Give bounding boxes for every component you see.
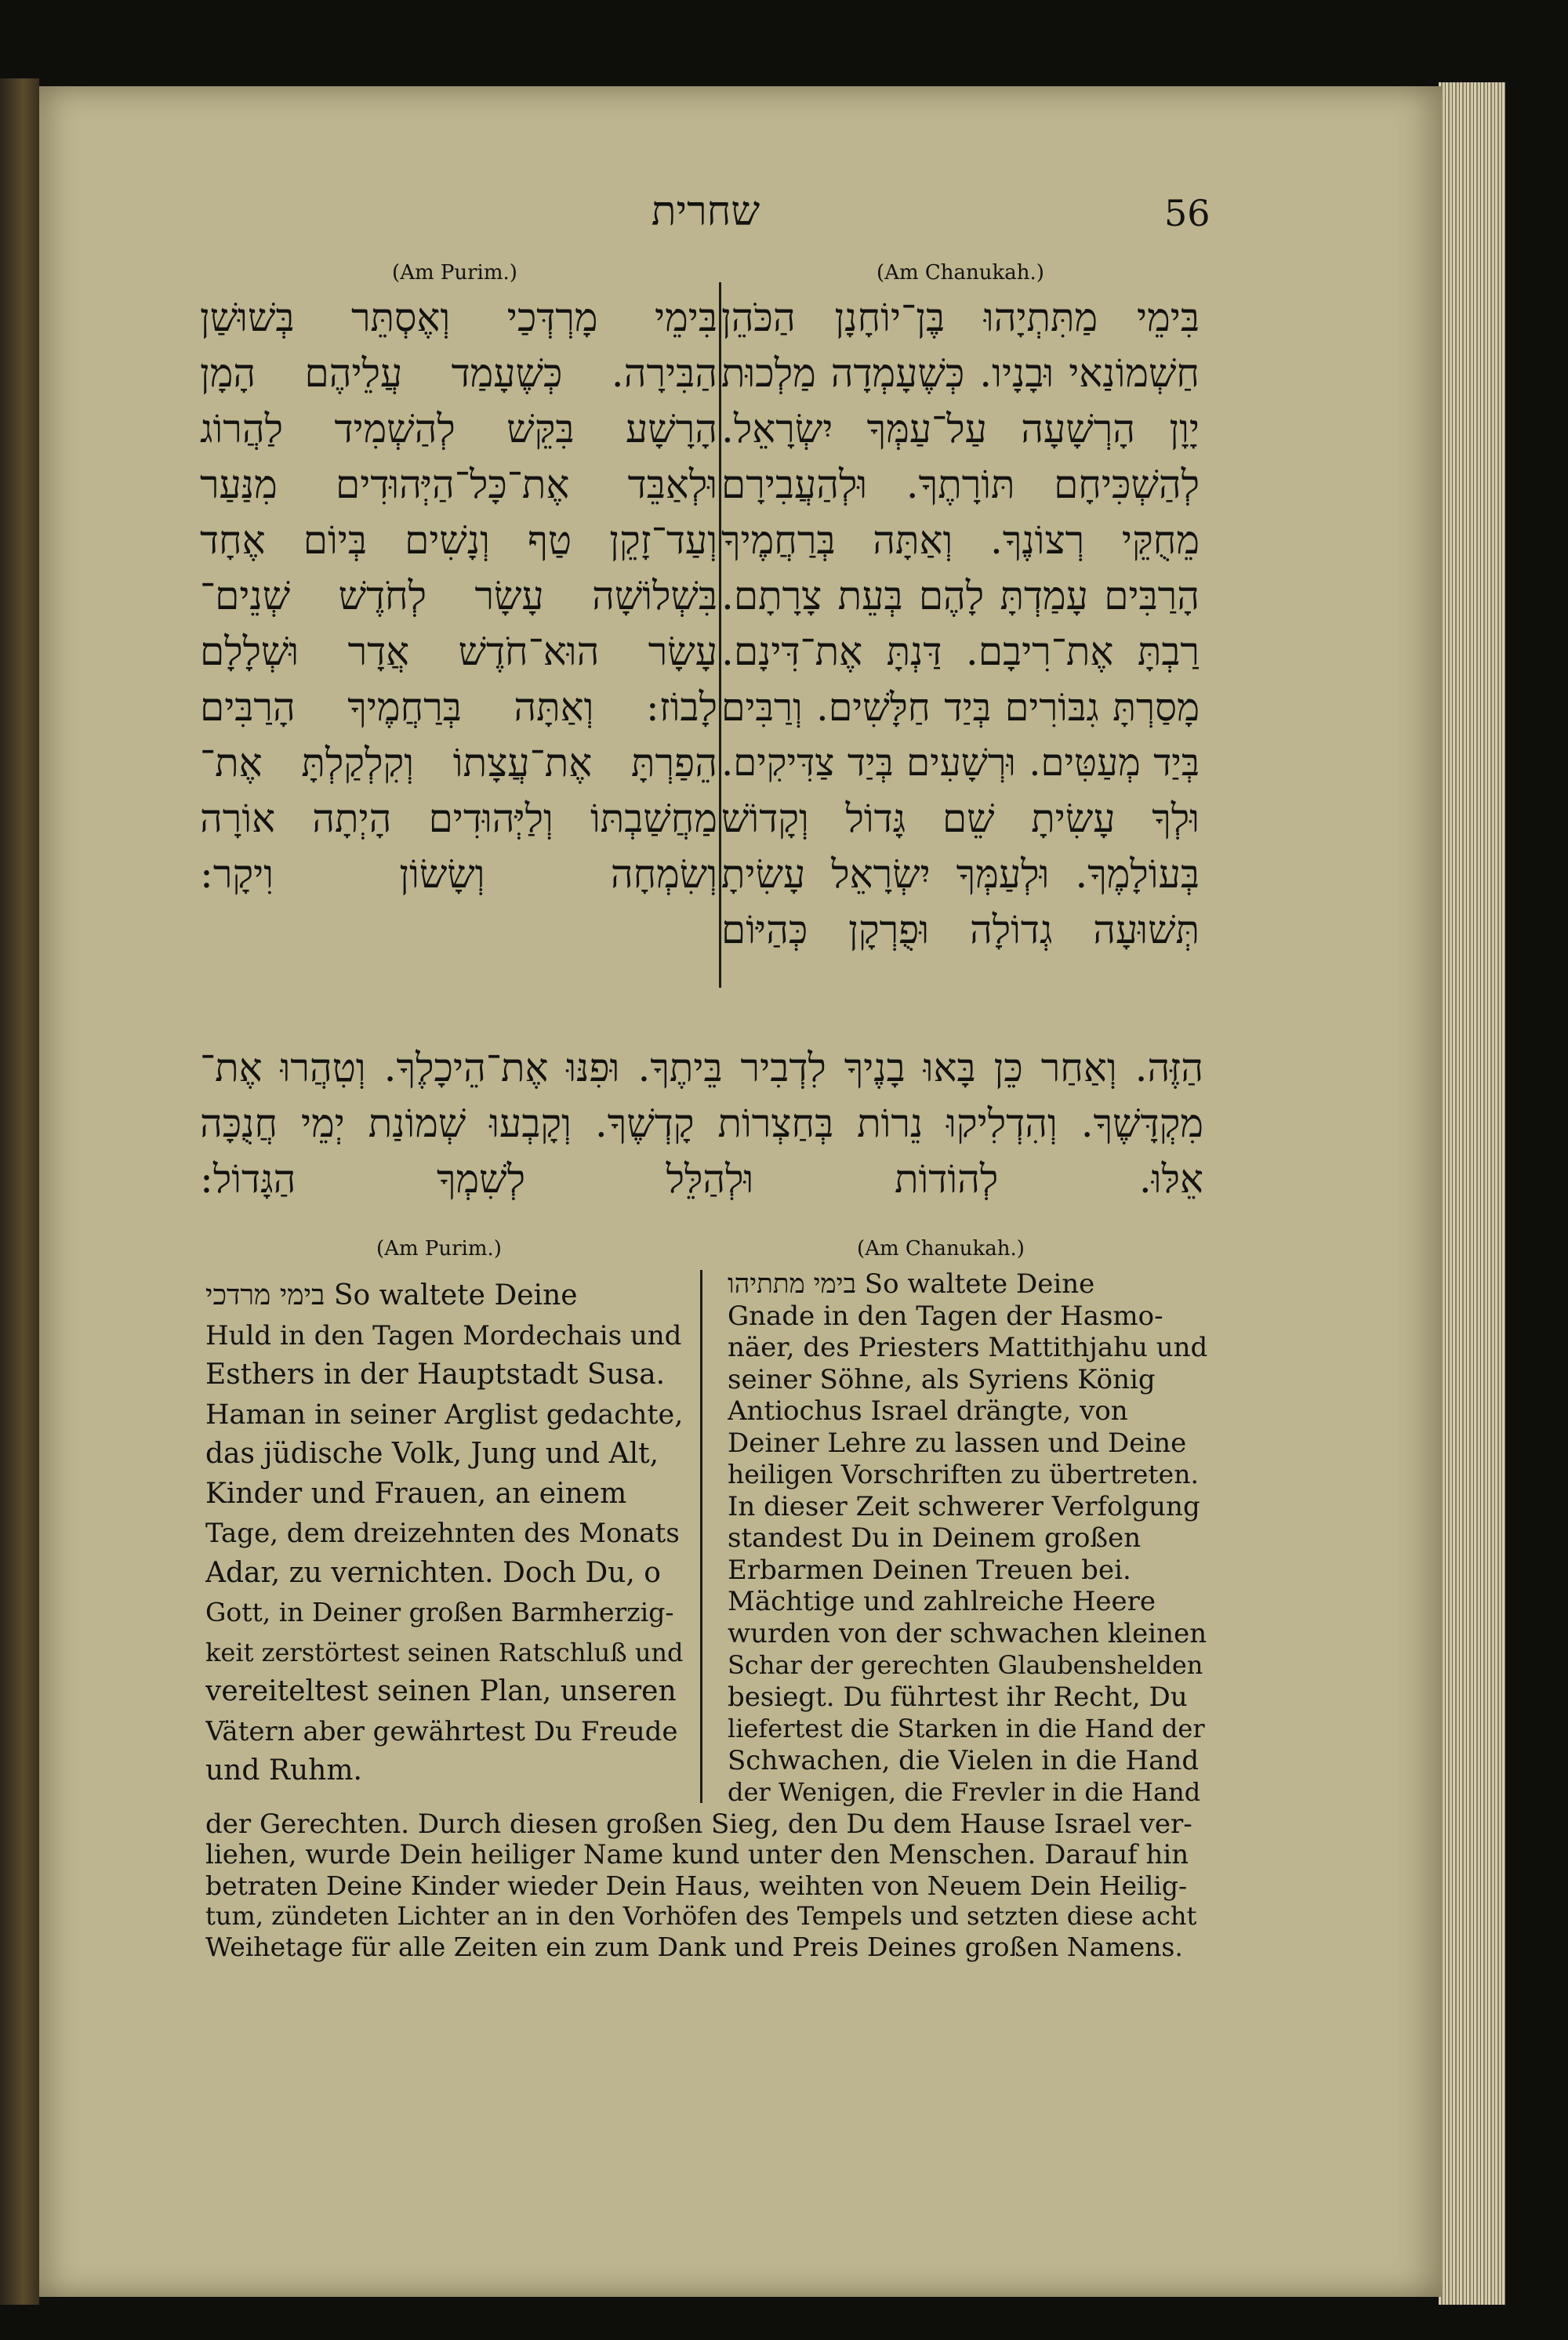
hebrew-text-line: מַחֲשַׁבְתּוֹ וְלַיְּהוּדִים הָיְתָה אוֹרָה xyxy=(200,796,717,841)
german-text-line: Haman in seiner Arglist gedachte, xyxy=(205,1399,684,1431)
german-text-line: der Wenigen, die Frevler in die Hand xyxy=(728,1777,1201,1807)
german-chanukah-caption: (Am Chanukah.) xyxy=(857,1237,1025,1261)
hebrew-text-line: בִּימֵי מָרְדְּכַי וְאֶסְתֵּר בְּשׁוּשַׁן xyxy=(200,295,717,340)
hebrew-text-line: תְּשׁוּעָה גְדוֹלָה וּפֻרְקָן כְּהַיּוֹם xyxy=(721,907,1200,952)
page-number: 56 xyxy=(1164,192,1210,234)
hebrew-text-line: וְעַד־זָקֵן טַף וְנָשִׁים בְּיוֹם אֶחָד xyxy=(200,517,717,563)
german-text-line: Adar, zu vernichten. Doch Du, o xyxy=(205,1556,661,1589)
hebrew-text-line: חַשְׁמוֹנַאי וּבָנָיו. כְּשֶׁעָמְדָה מַלְכוּת xyxy=(721,350,1200,396)
hebrew-text-line: מָסַרְתָּ גִבּוֹרִים בְּיַד חַלָּשִׁים. וְרַבִּים xyxy=(721,685,1200,730)
german-text-line: Mächtige und zahlreiche Heere xyxy=(728,1586,1156,1617)
german-text-line: Gnade in den Tagen der Hasmo- xyxy=(728,1300,1163,1332)
hebrew-purim-column xyxy=(200,290,717,902)
german-text-line: בימי מתתיהו So waltete Deine xyxy=(728,1268,1095,1300)
hebrew-text-line: עָשָׂר הוּא־חֹדֶשׁ אֲדָר וּשְׁלָלָם xyxy=(200,629,717,674)
german-text-line: das jüdische Volk, Jung und Alt, xyxy=(205,1438,659,1470)
german-text-line: Esthers in der Hauptstadt Susa. xyxy=(205,1359,666,1391)
german-purim-caption: (Am Purim.) xyxy=(376,1237,502,1261)
german-text-line: liefertest die Starken in die Hand der xyxy=(728,1714,1205,1743)
german-text-line: heiligen Vorschriften zu übertreten. xyxy=(728,1459,1199,1489)
hebrew-text-line: בְּיַד מְעַטִּים. וּרְשָׁעִים בְּיַד צַדִּיקִים. xyxy=(721,741,1200,785)
german-text-line: tum, zündeten Lichter an in den Vorhöfen des Tempels und setzten diese acht xyxy=(205,1901,1197,1931)
german-text-line: בימי מרדכי So waltete Deine xyxy=(205,1279,578,1311)
hebrew-chanukah-column xyxy=(721,290,1200,958)
german-text-line: Schar der gerechten Glaubenshelden xyxy=(728,1650,1203,1680)
hebrew-purim-caption: (Am Purim.) xyxy=(392,261,517,285)
german-text-line: liehen, wurde Dein heiliger Name kund unter den Menschen. Darauf hin xyxy=(205,1840,1189,1870)
german-text-line: In dieser Zeit schwerer Verfolgung xyxy=(728,1490,1200,1522)
hebrew-text-line: יָוָן הָרְשָׁעָה עַל־עַמְּךָ יִשְׂרָאֵל. xyxy=(721,406,1200,452)
hebrew-text-line: הָרַבִּים עָמַדְתָּ לָהֶם בְּעֵת צָרָתָם. xyxy=(721,573,1200,619)
german-text-line: näer, des Priesters Mattithjahu und xyxy=(728,1332,1207,1363)
german-column-divider xyxy=(700,1270,702,1803)
hebrew-text-line: מֵחֻקֵּי רְצוֹנֶךָ. וְאַתָּה בְּרַחֲמֶיךָ xyxy=(721,517,1200,563)
hebrew-text-line: וּלְךָ עָשִׂיתָ שֵׁם גָּדוֹל וְקָדוֹשׁ xyxy=(721,796,1200,841)
hebrew-text-line: לָבוֹז: וְאַתָּה בְּרַחֲמֶיךָ הָרַבִּים xyxy=(200,684,717,730)
german-text-line: betraten Deine Kinder wieder Dein Haus, weihten von Neuem Dein Heilig- xyxy=(205,1870,1188,1901)
german-text-line: Antiochus Israel drängte, von xyxy=(728,1395,1128,1427)
german-full-width-text xyxy=(205,1809,1209,1962)
hebrew-chanukah-caption: (Am Chanukah.) xyxy=(877,261,1044,285)
german-text-line: der Gerechten. Durch diesen großen Sieg, den Du dem Hause Israel ver- xyxy=(205,1809,1192,1840)
german-text-line: Vätern aber gewährtest Du Freude xyxy=(205,1715,678,1747)
german-text-line: Erbarmen Deinen Treuen bei. xyxy=(728,1554,1131,1586)
german-purim-column xyxy=(205,1276,688,1791)
german-text-line: standest Du in Deinem großen xyxy=(728,1522,1142,1554)
page-header-title: שחרית xyxy=(651,188,760,235)
german-text-line: Huld in den Tagen Mordechais und xyxy=(205,1319,682,1351)
hebrew-text-line: לְהַשְׁכִּיחָם תּוֹרָתֶךָ. וּלְהַעֲבִירָם xyxy=(721,462,1200,507)
hebrew-text-line: הֵפַרְתָּ אֶת־עֲצָתוֹ וְקִלְקַלְתָּ אֶת־ xyxy=(200,740,717,785)
hebrew-full-width-text xyxy=(200,1040,1203,1207)
german-text-line: keit zerstörtest seinen Ratschluß und xyxy=(205,1637,684,1667)
hebrew-column-divider xyxy=(719,282,721,988)
page-edges xyxy=(1439,82,1505,2305)
german-text-line: Kinder und Frauen, an einem xyxy=(205,1477,627,1510)
hebrew-text-line: בִּימֵי מַתִּתְיָהוּ בֶּן־יוֹחָנָן הַכֹּהֵן xyxy=(721,295,1200,340)
hebrew-text-line: וְשִׂמְחָה וְשָׂשׂוֹן וִיקָר: xyxy=(200,851,717,897)
hebrew-text-line: מִקְדָּשֶׁךָ. וְהִדְלִיקוּ נֵרוֹת בְּחַצְרוֹת קָדְשֶׁךָ. וְקָבְעוּ שְׁמוֹנַת יְמֵי חֲנֻכָּה xyxy=(200,1101,1203,1146)
german-text-line: Gott, in Deiner großen Barmherzig- xyxy=(205,1597,674,1627)
hebrew-text-line: וּלְאַבֵּד אֶת־כָּל־הַיְּהוּדִים מִנַּעַר xyxy=(200,462,717,507)
hebrew-text-line: בְּעוֹלָמֶךָ. וּלְעַמְּךָ יִשְׂרָאֵל עָשִׂיתָ xyxy=(721,851,1200,897)
book-spine-shadow xyxy=(0,78,39,2305)
hebrew-text-line: בִּשְׁלוֹשָׁה עָשָׂר לְחֹדֶשׁ שְׁנֵים־ xyxy=(200,573,717,619)
german-chanukah-column xyxy=(728,1268,1207,1809)
german-text-line: seiner Söhne, als Syriens König xyxy=(728,1363,1156,1395)
german-text-line: vereiteltest seinen Plan, unseren xyxy=(205,1675,677,1707)
hebrew-text-line: הָרָשָׁע בִּקֵּשׁ לְהַשְׁמִיד לַהֲרוֹג xyxy=(200,406,717,452)
german-text-line: Deiner Lehre zu lassen und Deine xyxy=(728,1427,1187,1459)
hebrew-text-line: רַבְתָּ אֶת־רִיבָם. דַּנְתָּ אֶת־דִּינָם. xyxy=(721,629,1200,674)
german-text-line: Schwachen, die Vielen in die Hand xyxy=(728,1744,1200,1776)
hebrew-text-line: אֵלּוּ. לְהוֹדוֹת וּלְהַלֵּל לְשִׁמְךָ הַגָּדוֹל: xyxy=(200,1156,1203,1202)
german-text-line: Weihetage für alle Zeiten ein zum Dank und Preis Deines großen Namens. xyxy=(205,1932,1183,1962)
german-text-line: wurden von der schwachen kleinen xyxy=(728,1617,1207,1649)
german-text-line: Tage, dem dreizehnten des Monats xyxy=(205,1518,680,1549)
hebrew-text-line: הַבִּירָה. כְּשֶׁעָמַד עֲלֵיהֶם הָמָן xyxy=(200,350,717,396)
hebrew-text-line: הַזֶּה. וְאַחַר כֵּן בָּאוּ בָנֶיךָ לִדְבִיר בֵּיתֶךָ. וּפִנּוּ אֶת־הֵיכָלֶךָ. וְטִהֲרוּ אֶת־ xyxy=(200,1045,1203,1090)
german-text-line: und Ruhm. xyxy=(205,1754,362,1787)
german-text-line: besiegt. Du führtest ihr Recht, Du xyxy=(728,1681,1188,1713)
